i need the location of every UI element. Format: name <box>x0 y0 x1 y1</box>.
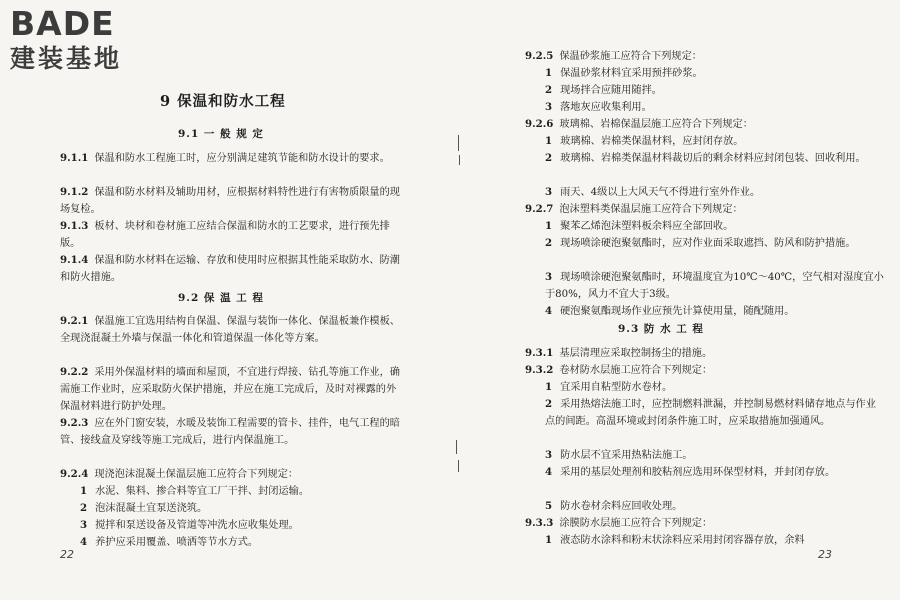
clause-number: 9.1.3 <box>60 220 89 232</box>
item-number: 3 <box>545 186 553 198</box>
clause-number: 9.3.1 <box>525 347 554 359</box>
scan-mark <box>458 460 459 472</box>
clause-9-2-5 <box>525 48 865 65</box>
chapter-title: 9 保温和防水工程 <box>160 93 286 110</box>
clause-text: 泡沫塑料类保温层施工应符合下列规定： <box>559 204 743 215</box>
clause-9-2-1 <box>60 313 400 347</box>
item-number: 3 <box>545 101 553 113</box>
item-number: 2 <box>80 502 88 514</box>
item-text: 养护应采用覆盖、喷洒等节水方式。 <box>95 537 259 548</box>
list-item <box>60 517 420 534</box>
clause-text: 保温和防水材料及辅助用材，应根据材料特性进行有害物质限量的现场复检。 <box>60 187 400 215</box>
item-text: 现场喷涂硬泡聚氨酯时，环境温度宜为10℃～40℃，空气相对湿度宜小于80%，风力不宜大于3级。 <box>545 272 884 300</box>
section-title-9-3: 9.3 防 水 工 程 <box>618 323 704 335</box>
list-item <box>525 498 885 515</box>
item-number: 2 <box>545 84 553 96</box>
item-number: 1 <box>545 381 553 393</box>
logo-tagline: 建装基地 <box>10 44 123 73</box>
clause-number: 9.3.3 <box>525 517 554 529</box>
clause-text: 现浇泡沫混凝土保温层施工应符合下列规定： <box>94 469 299 480</box>
item-text: 水泥、集料、掺合料等宜工厂干拌、封闭运输。 <box>95 486 310 497</box>
item-number: 1 <box>80 485 88 497</box>
page-number: 22 <box>60 548 74 561</box>
list-item <box>525 99 885 116</box>
clause-text: 采用外保温材料的墙面和屋顶，不宜进行焊接、钻孔等施工作业，确需施工作业时，应采取防火保护措施，并应在施工完成后，及时对裸露的外保温材料进行防护处理。 <box>60 367 400 412</box>
clause-text: 玻璃棉、岩棉保温层施工应符合下列规定： <box>559 119 753 130</box>
clause-9-1-3 <box>60 218 400 252</box>
item-text: 玻璃棉、岩棉类保温材料裁切后的剩余材料应封闭包装、回收利用。 <box>560 153 866 164</box>
item-number: 4 <box>80 536 88 548</box>
item-number: 2 <box>545 398 553 410</box>
item-text: 搅拌和泵送设备及管道等冲洗水应收集处理。 <box>95 520 299 531</box>
list-item <box>525 133 885 150</box>
list-item <box>525 150 885 167</box>
clause-9-2-3 <box>60 415 400 449</box>
clause-text: 基层清理应采取控制扬尘的措施。 <box>559 348 713 359</box>
list-item <box>60 483 420 500</box>
clause-text: 保温和防水工程施工时，应分别满足建筑节能和防水设计的要求。 <box>94 153 390 164</box>
item-number: 1 <box>545 534 553 546</box>
clause-9-3-3 <box>525 515 865 532</box>
item-text: 泡沫混凝土宜泵送浇筑。 <box>95 503 208 514</box>
clause-number: 9.1.4 <box>60 254 89 266</box>
item-number: 1 <box>545 67 553 79</box>
clause-9-3-1 <box>525 345 865 362</box>
item-text: 现场拌合应随用随拌。 <box>560 85 662 96</box>
list-item <box>525 65 885 82</box>
list-item <box>525 303 885 320</box>
item-number: 1 <box>545 135 553 147</box>
item-text: 落地灰应收集利用。 <box>560 102 652 113</box>
item-number: 2 <box>545 152 553 164</box>
item-text: 保温砂浆材料宜采用预拌砂浆。 <box>560 68 703 79</box>
clause-9-1-2 <box>60 184 400 218</box>
list-item <box>525 379 885 396</box>
section-title-9-1: 9.1 一 般 规 定 <box>178 128 264 140</box>
item-number: 3 <box>545 271 553 283</box>
clause-text: 卷材防水层施工应符合下列规定： <box>559 365 713 376</box>
item-text: 采用的基层处理剂和胶粘剂应选用环保型材料，并封闭存放。 <box>560 467 836 478</box>
scan-mark <box>456 440 457 454</box>
clause-text: 保温和防水材料在运输、存放和使用时应根据其性能采取防水、防潮和防火措施。 <box>60 255 400 283</box>
clause-number: 9.1.2 <box>60 186 89 198</box>
clause-text: 保温砂浆施工应符合下列规定： <box>559 51 702 62</box>
item-text: 硬泡聚氨酯现场作业应预先计算使用量，随配随用。 <box>560 306 795 317</box>
list-item <box>525 447 885 464</box>
clause-number: 9.2.5 <box>525 50 554 62</box>
item-number: 4 <box>545 305 553 317</box>
clause-text: 保温施工宜选用结构自保温、保温与装饰一体化、保温板兼作模板、全现浇混凝土外墙与保温一体化和管道保温一体化等方案。 <box>60 316 400 344</box>
item-text: 液态防水涂料和粉末状涂料应采用封闭容器存放，余料 <box>560 535 805 546</box>
list-item <box>525 396 885 430</box>
clause-number: 9.2.6 <box>525 118 554 130</box>
clause-9-2-7 <box>525 201 865 218</box>
clause-number: 9.3.2 <box>525 364 554 376</box>
clause-9-2-6 <box>525 116 865 133</box>
item-number: 3 <box>80 519 88 531</box>
item-number: 3 <box>545 449 553 461</box>
clause-text: 应在外门窗安装，水暖及装饰工程需要的管卡、挂件，电气工程的暗管、接线盒及穿线等施工完成后，进行内保温施工。 <box>60 418 400 446</box>
section-title-9-2: 9.2 保 温 工 程 <box>178 292 264 304</box>
list-item <box>525 464 885 481</box>
list-item <box>60 500 420 517</box>
item-number: 1 <box>545 220 553 232</box>
list-item <box>525 269 885 303</box>
bade-logo <box>10 6 175 78</box>
clause-9-3-2 <box>525 362 865 379</box>
item-text: 玻璃棉、岩棉类保温材料，应封闭存放。 <box>560 136 744 147</box>
clause-9-1-1 <box>60 150 400 167</box>
item-text: 雨天、4级以上大风天气不得进行室外作业。 <box>560 187 761 198</box>
clause-number: 9.2.1 <box>60 315 89 327</box>
item-text: 现场喷涂硬泡聚氨酯时，应对作业面采取遮挡、防风和防护措施。 <box>560 238 856 249</box>
list-item <box>60 534 420 551</box>
clause-number: 9.2.4 <box>60 468 89 480</box>
list-item <box>525 532 885 549</box>
clause-number: 9.2.2 <box>60 366 89 378</box>
logo-brand: BADE <box>10 4 115 43</box>
clause-number: 9.2.7 <box>525 203 554 215</box>
item-text: 聚苯乙烯泡沫塑料板余料应全部回收。 <box>560 221 734 232</box>
item-number: 2 <box>545 237 553 249</box>
clause-9-1-4 <box>60 252 400 286</box>
item-text: 防水层不宜采用热粘法施工。 <box>560 450 693 461</box>
item-text: 宜采用自粘型防水卷材。 <box>560 382 673 393</box>
clause-text: 涂膜防水层施工应符合下列规定： <box>559 518 713 529</box>
clause-text: 板材、块材和卷材施工应结合保温和防水的工艺要求，进行预先排版。 <box>60 221 390 249</box>
clause-9-2-2 <box>60 364 400 415</box>
item-number: 4 <box>545 466 553 478</box>
list-item <box>525 218 885 235</box>
item-text: 防水卷材余料应回收处理。 <box>560 501 683 512</box>
list-item <box>525 235 885 252</box>
clause-number: 9.2.3 <box>60 417 89 429</box>
item-text: 采用热熔法施工时，应控制燃料泄漏，并控制易燃材料储存地点与作业点的间距。高温环境或封闭条件施工时，应采取措施加强通风。 <box>545 399 876 427</box>
page-number: 23 <box>818 548 832 561</box>
item-number: 5 <box>545 500 553 512</box>
right-page <box>450 0 900 600</box>
list-item <box>525 82 885 99</box>
list-item <box>525 184 885 201</box>
clause-number: 9.1.1 <box>60 152 89 164</box>
clause-9-2-4 <box>60 466 400 483</box>
